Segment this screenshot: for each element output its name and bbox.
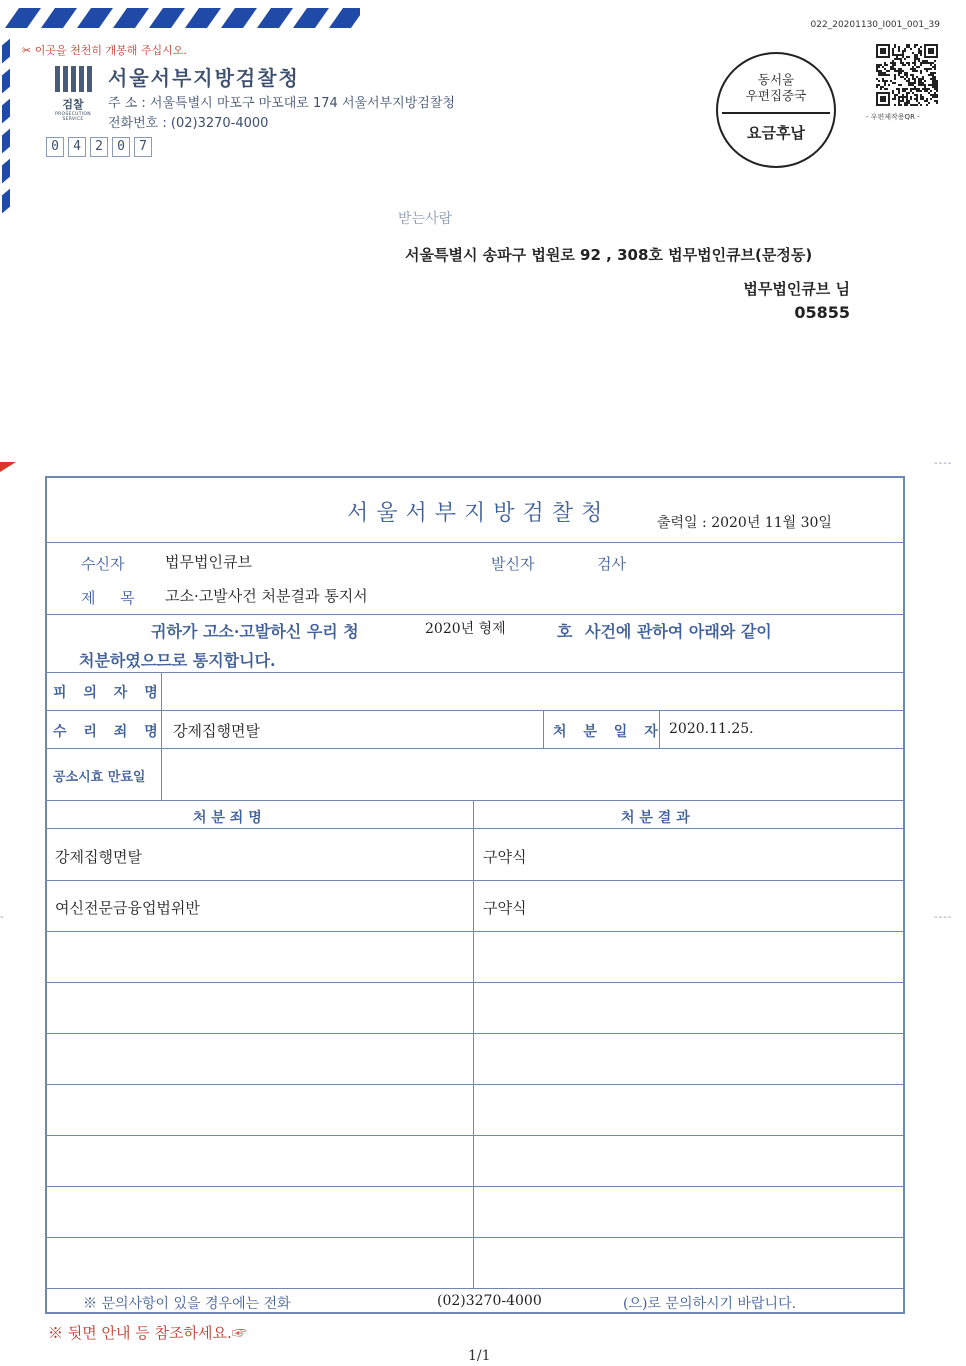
fold-marker-icon xyxy=(0,462,16,472)
back-side-notice: ※ 뒷면 안내 등 참조하세요.☞ xyxy=(48,1324,247,1342)
stamp-line-2: 우편집중국 xyxy=(745,88,807,103)
recipient-address: 서울특별시 송파구 법원로 92 , 308호 법무법인큐브(문정동) xyxy=(405,246,813,264)
stamp-line-3: 요금후납 xyxy=(747,124,805,142)
logo-korean-text: 검찰 xyxy=(62,98,84,111)
table-row-crime: 강제집행면탈 xyxy=(55,848,142,866)
notice-text-part1: 귀하가 고소·고발하신 우리 청 xyxy=(151,622,359,641)
disposal-date-label: 처 분 일 자 xyxy=(553,724,664,740)
prosecution-logo xyxy=(48,66,98,122)
page-number: 1/1 xyxy=(468,1348,491,1364)
recipient-label: 받는사람 xyxy=(398,211,453,227)
zip-digit: 7 xyxy=(134,137,152,157)
logo-bars-icon xyxy=(48,66,98,92)
col-crime-header: 처 분 죄 명 xyxy=(193,810,262,826)
fold-line-mark: ---- xyxy=(934,912,953,923)
open-carefully-warning: ✂ 이곳을 천천히 개봉해 주십시오. xyxy=(22,44,187,57)
notice-form xyxy=(45,476,905,1314)
zip-digit: 0 xyxy=(46,137,64,157)
fold-line-mark: - xyxy=(0,912,5,923)
receiver-value: 법무법인큐브 xyxy=(165,553,252,571)
form-title: 서울서부지방검찰청 xyxy=(347,501,611,526)
sender-office-name: 서울서부지방검찰청 xyxy=(108,66,300,90)
table-row-result: 구약식 xyxy=(483,899,527,917)
limitation-label: 공소시효 만료일 xyxy=(53,770,146,785)
postage-stamp xyxy=(716,52,836,168)
suspect-label: 피 의 자 명 xyxy=(53,685,164,701)
contact-text-part2: (으)로 문의하시기 바랍니다. xyxy=(623,1296,797,1312)
qr-code-icon xyxy=(876,44,938,106)
sender-address-block xyxy=(108,94,455,134)
fold-line-mark: ---- xyxy=(934,458,953,469)
stamp-line-1: 동서울 xyxy=(757,72,795,87)
notice-text-part2: 사건에 관하여 아래와 같이 xyxy=(585,622,772,641)
envelope-left-stripes xyxy=(0,36,14,216)
zip-digit: 4 xyxy=(68,137,86,157)
disposal-date-value: 2020.11.25. xyxy=(669,721,754,737)
scissors-icon: ✂ xyxy=(22,44,35,57)
notice-text-line2: 처분하였으므로 통지합니다. xyxy=(79,651,276,670)
case-ho: 호 xyxy=(557,622,573,641)
contact-phone: (02)3270-4000 xyxy=(437,1293,542,1309)
table-row-result: 구약식 xyxy=(483,848,527,866)
sender-value: 검사 xyxy=(597,555,626,573)
print-date-value: 2020년 11월 30일 xyxy=(711,515,832,531)
print-date xyxy=(657,512,832,532)
qr-label: - 우편제작용QR - xyxy=(866,113,920,121)
zip-digit: 2 xyxy=(90,137,108,157)
recipient-zip: 05855 xyxy=(794,303,850,322)
sender-address: 서울특별시 마포구 마포대로 174 서울서부지방검찰청 xyxy=(149,96,455,111)
address-label: 주 소 : xyxy=(108,96,146,111)
document-id: 022_20201130_I001_001_39 xyxy=(810,20,940,30)
sender-label: 발신자 xyxy=(491,555,535,573)
envelope-top-stripes xyxy=(0,0,360,36)
sender-zip-boxes xyxy=(46,137,152,157)
phone-label: 전화번호 : xyxy=(108,116,167,131)
table-row-crime: 여신전문금융업법위반 xyxy=(55,899,200,917)
crime-label: 수 리 죄 명 xyxy=(53,724,164,740)
recipient-name: 법무법인큐브 님 xyxy=(743,280,850,298)
crime-value: 강제집행면탈 xyxy=(173,722,260,740)
contact-text-part1: ※ 문의사항이 있을 경우에는 전화 xyxy=(83,1296,291,1312)
col-result-header: 처 분 결 과 xyxy=(621,810,690,826)
subject-label: 제 목 xyxy=(81,589,145,607)
receiver-label: 수신자 xyxy=(81,555,125,573)
print-date-label: 출력일 : xyxy=(657,515,707,531)
logo-english-text: PROSECUTION SERVICE xyxy=(55,112,91,122)
zip-digit: 0 xyxy=(112,137,130,157)
subject-value: 고소·고발사건 처분결과 통지서 xyxy=(165,587,368,605)
case-number: 2020년 형제 xyxy=(425,621,506,637)
sender-phone: (02)3270-4000 xyxy=(170,116,269,131)
